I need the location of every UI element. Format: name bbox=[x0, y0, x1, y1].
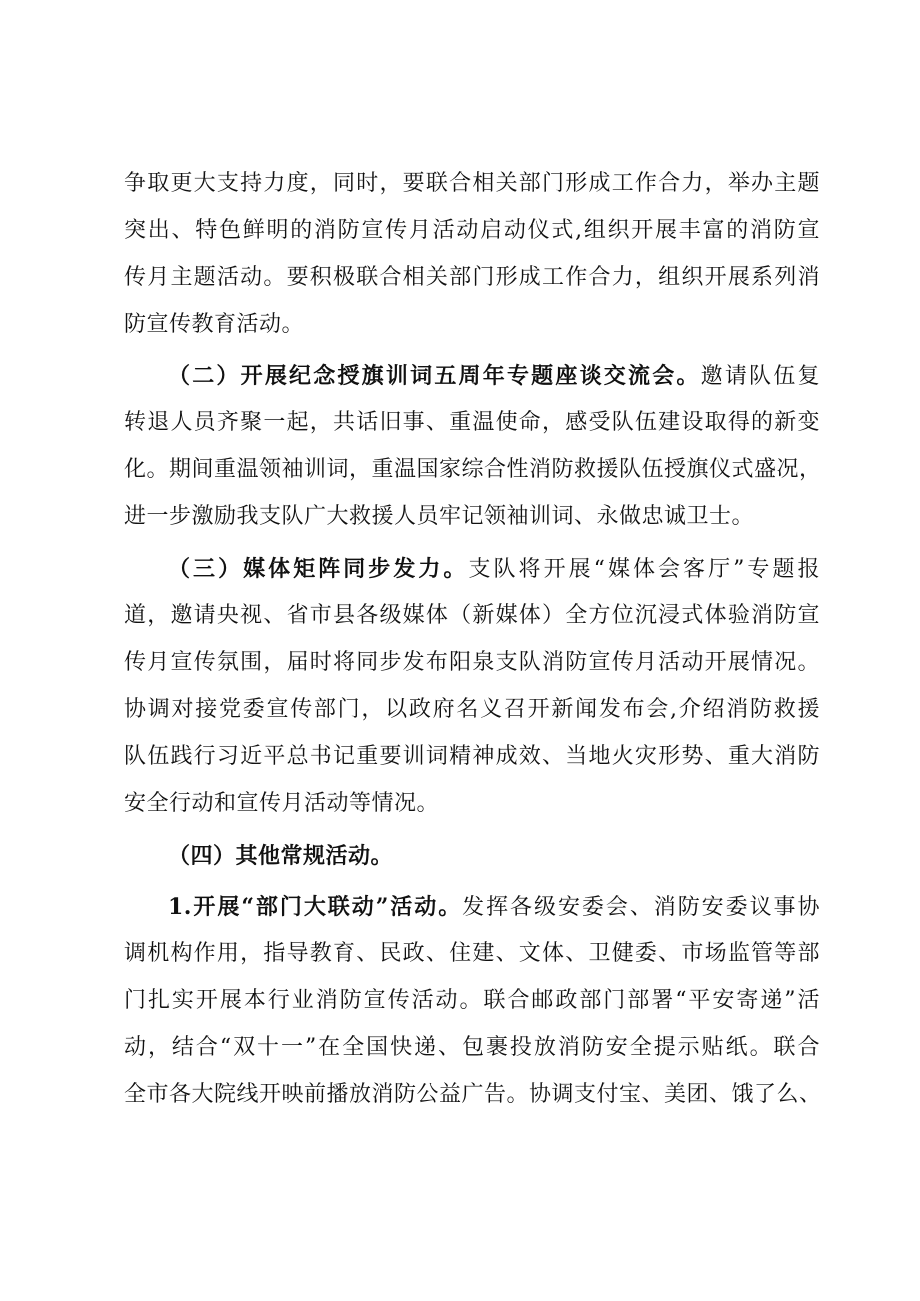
section-heading-2: （二）开展纪念授旗训词五周年专题座谈交流会。 bbox=[168, 363, 701, 389]
paragraph-3-line-4: 协调对接党委宣传部门，以政府名义召开新闻发布会,介绍消防救援 bbox=[124, 697, 820, 722]
paragraph-3-line-1: 支队将开展“媒体会客厅”专题报 bbox=[468, 557, 820, 582]
paragraph-5-first-line bbox=[168, 883, 820, 931]
paragraph-5-line-2: 调机构作用，指导教育、民政、住建、文体、卫健委、市场监管等部 bbox=[124, 941, 820, 966]
section-heading-4: （四）其他常规活动。 bbox=[168, 843, 394, 869]
paragraph-2-line-3: 化。期间重温领袖训词，重温国家综合性消防救援队伍授旗仪式盛况， bbox=[124, 457, 822, 482]
paragraph-5-line-5: 全市各大院线开映前播放消防公益广告。协调支付宝、美团、饿了么、 bbox=[124, 1082, 822, 1107]
paragraph-3-first-line bbox=[168, 545, 820, 593]
paragraph-5-line-4: 动，结合“双十一”在全国快递、包裹投放消防安全提示贴纸。联合 bbox=[124, 1035, 820, 1060]
paragraph-2-line-4: 进一步激励我支队广大救援人员牢记领袖训词、永做忠诚卫士。 bbox=[124, 504, 755, 529]
paragraph-2-line-2: 转退人员齐聚一起，共话旧事、重温使命，感受队伍建设取得的新变 bbox=[124, 410, 820, 435]
paragraph-2-first-line bbox=[168, 352, 820, 400]
paragraph-1-line-3: 传月主题活动。要积极联合相关部门形成工作合力，组织开展系列消 bbox=[124, 265, 820, 290]
paragraph-3-line-2: 道，邀请央视、省市县各级媒体（新媒体）全方位沉浸式体验消防宣 bbox=[124, 603, 820, 628]
paragraph-3-line-3: 传月宣传氛围，届时将同步发布阳泉支队消防宣传月活动开展情况。 bbox=[124, 650, 820, 675]
section-heading-3: （三）媒体矩阵同步发力。 bbox=[168, 556, 469, 582]
paragraph-1-line-2: 突出、特色鲜明的消防宣传月活动启动仪式,组织开展丰富的消防宣 bbox=[124, 218, 820, 243]
paragraph-1-line-4: 防宣传教育活动。 bbox=[124, 312, 305, 337]
paragraph-5-line-1: 发挥各级安委会、消防安委议事协 bbox=[462, 895, 820, 920]
subsection-heading-1: 1.开展“部门大联动”活动。 bbox=[168, 894, 463, 920]
paragraph-3-line-5: 队伍践行习近平总书记重要训词精神成效、当地火灾形势、重大消防 bbox=[124, 744, 820, 769]
paragraph-5-line-3: 门扎实开展本行业消防宣传活动。联合邮政部门部署“平安寄递”活 bbox=[124, 988, 820, 1013]
paragraph-2-line-1: 邀请队伍复 bbox=[700, 364, 820, 389]
paragraph-1-line-1: 争取更大支持力度，同时，要联合相关部门形成工作合力，举办主题 bbox=[124, 171, 820, 196]
paragraph-3-line-6: 安全行动和宣传月活动等情况。 bbox=[124, 791, 440, 816]
